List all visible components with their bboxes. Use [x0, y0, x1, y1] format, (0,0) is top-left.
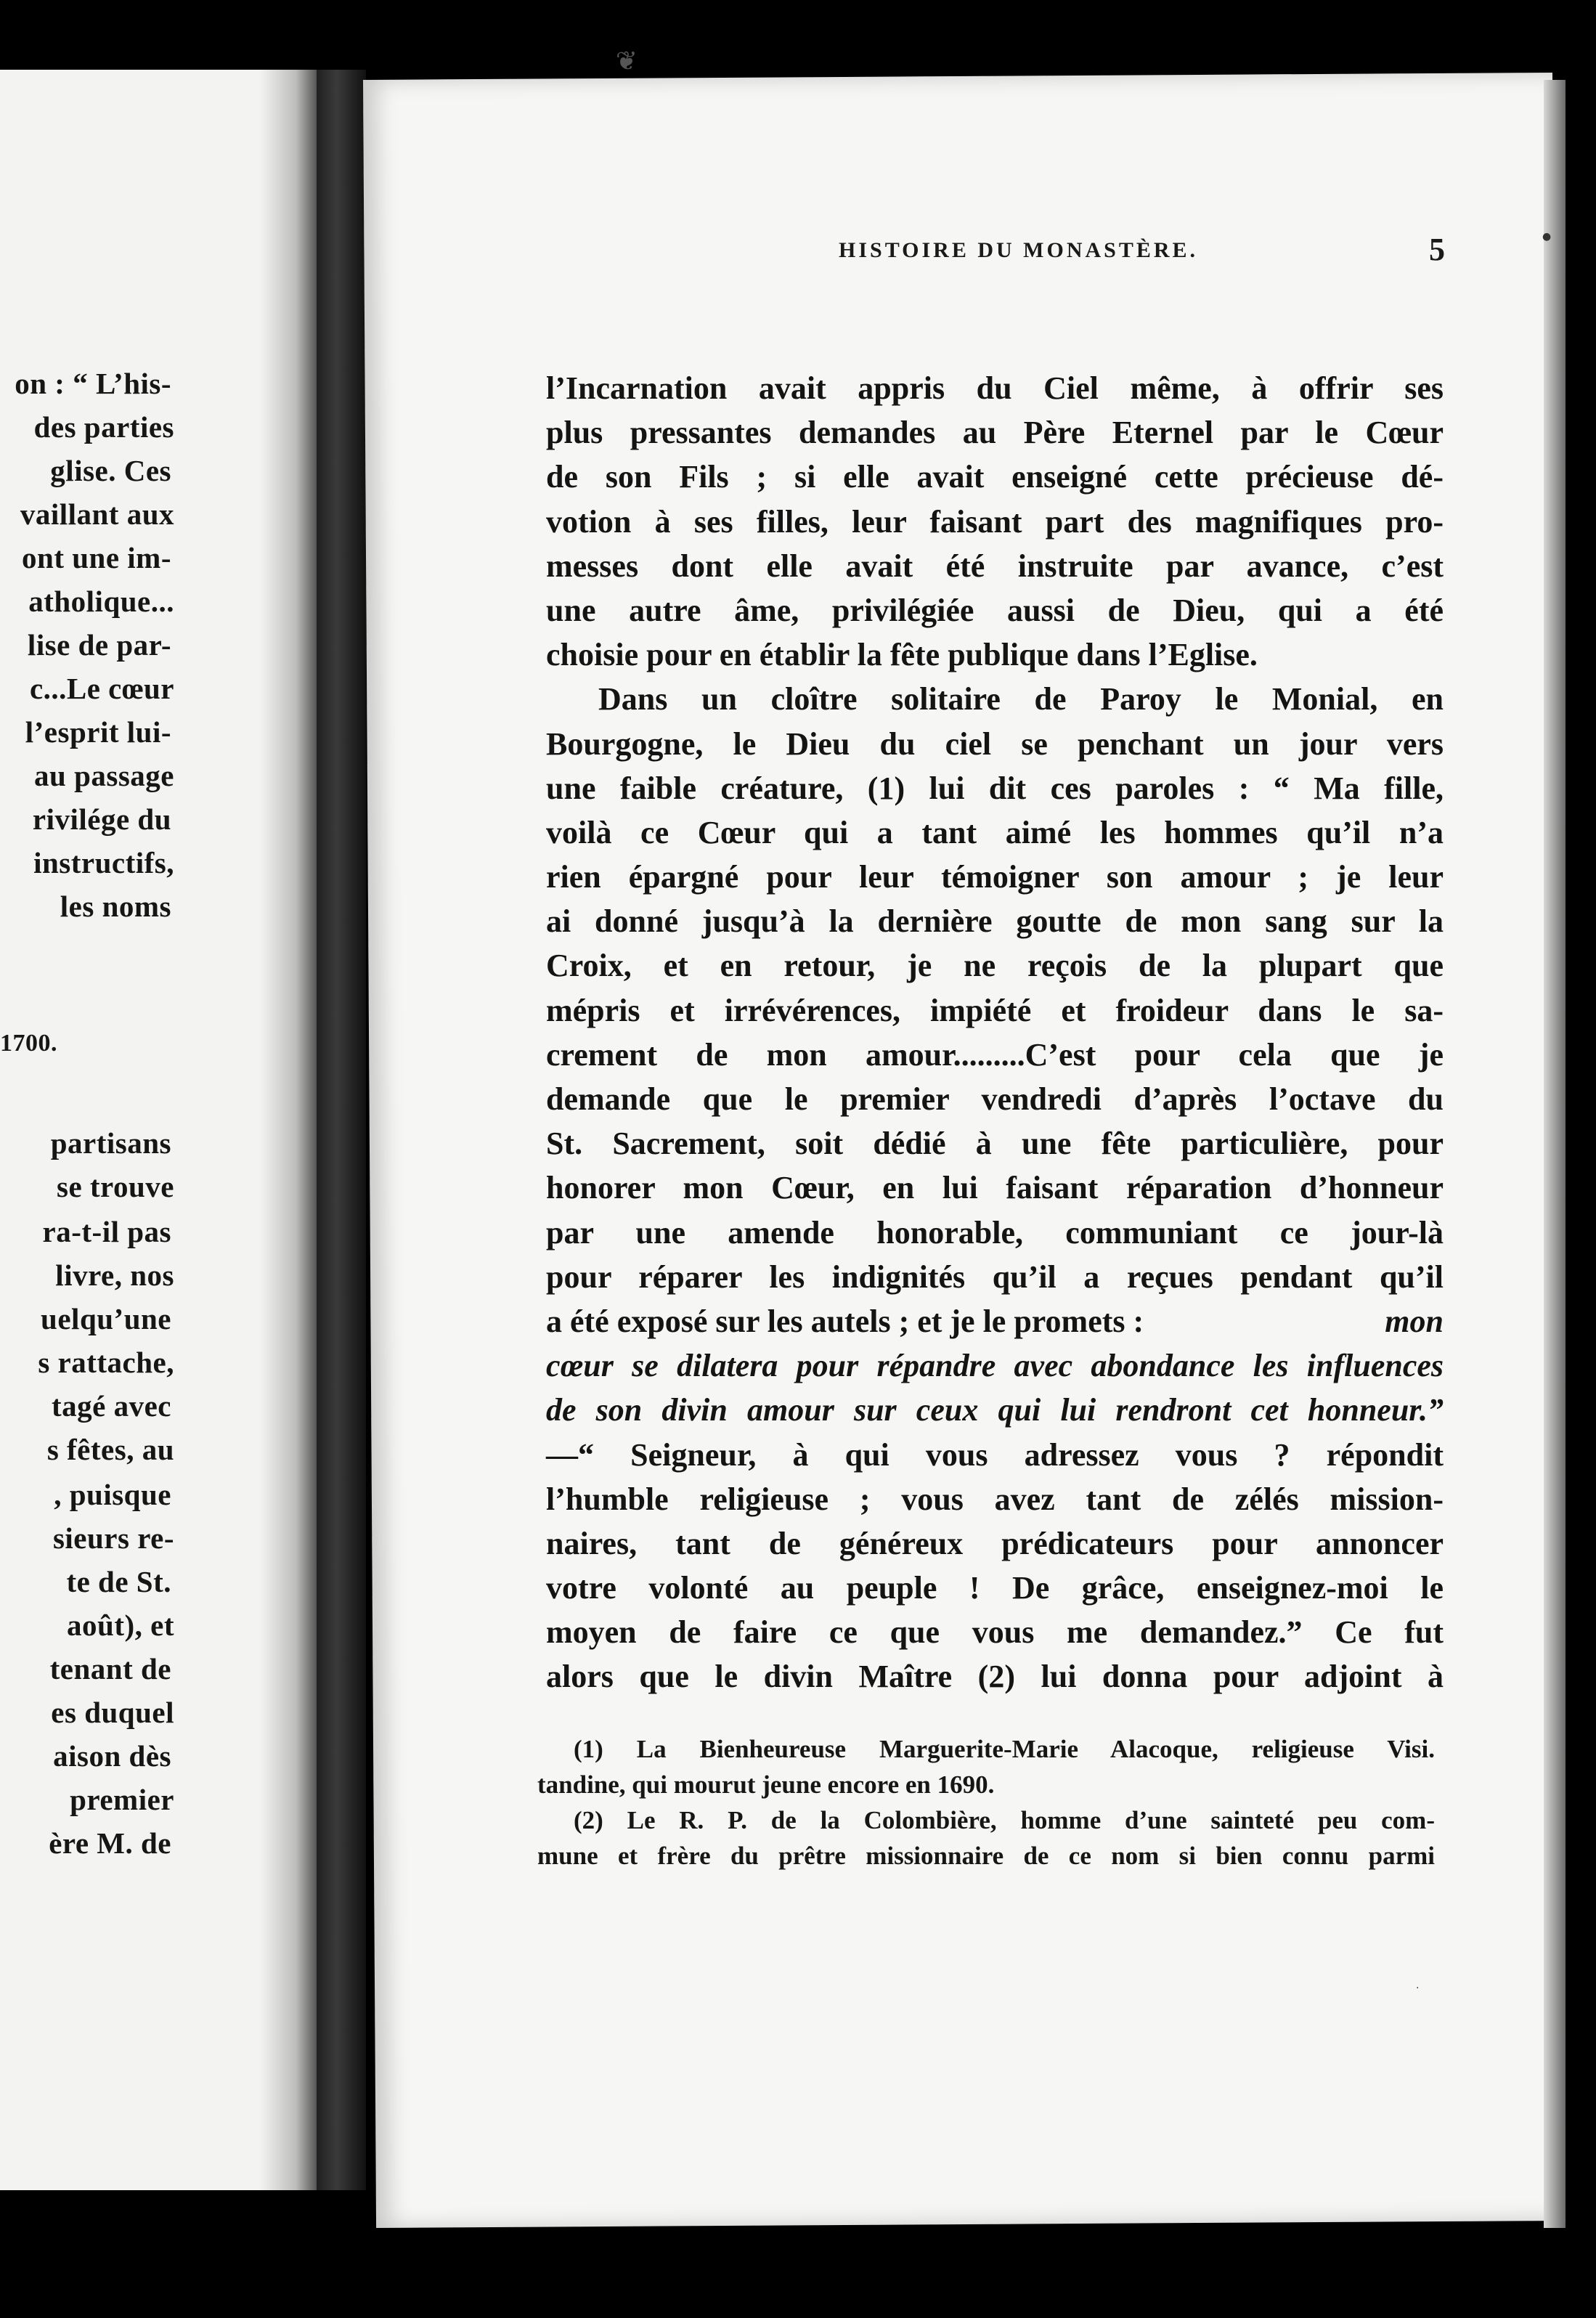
left-page-line: sieurs re-: [52, 1521, 174, 1555]
left-page-line: rivilége du: [32, 802, 171, 836]
body-text: [546, 366, 1444, 1699]
left-page-line: au passage: [34, 759, 174, 792]
body-line-italic-part: mon: [1385, 1303, 1444, 1339]
body-line: votion à ses filles, leur faisant part des magnifiques pro-: [546, 503, 1444, 540]
footnote-line: (2) Le R. P. de la Colombière, homme d’une sainteté peu com-: [574, 1806, 1435, 1834]
left-page-line: te de St.: [66, 1565, 171, 1598]
page-edge-shadow: [1544, 80, 1566, 2228]
left-page-line: instructifs,: [33, 846, 174, 879]
body-line: Dans un cloître solitaire de Paroy le Monial, en: [598, 681, 1444, 717]
left-page-line: ont une im-: [22, 541, 171, 574]
body-line: une faible créature, (1) lui dit ces paroles : “ Ma fille,: [546, 770, 1444, 806]
left-page-line: ra-t-il pas: [42, 1215, 171, 1248]
page-number: 5: [1429, 232, 1445, 267]
body-line: crement de mon amour.........C’est pour cela que je: [546, 1036, 1444, 1073]
left-page-line: , puisque: [54, 1478, 171, 1511]
left-page-line: août), et: [67, 1609, 174, 1642]
left-page-line: c...Le cœur: [29, 672, 174, 705]
footnote-line: (1) La Bienheureuse Marguerite-Marie Alacoque, religieuse Visi.: [574, 1735, 1435, 1763]
body-line: l’Incarnation avait appris du Ciel même, à offrir ses: [546, 370, 1444, 406]
body-line: ai donné jusqu’à la dernière goutte de mon sang sur la: [546, 903, 1444, 940]
body-line: rien épargné pour leur témoigner son amour ; je leur: [546, 859, 1444, 895]
left-page-line: partisans: [50, 1126, 171, 1160]
book-spine: [317, 70, 366, 2190]
body-line: mépris et irrévérences, impiété et froideur dans le sa-: [546, 992, 1444, 1028]
body-line-italic: cœur se dilatera pour répandre avec abondance les influences: [546, 1348, 1444, 1384]
body-line: —“ Seigneur, à qui vous adressez vous ? répondit: [546, 1436, 1444, 1473]
page-header: [472, 231, 1445, 274]
body-line: demande que le premier vendredi d’après l’octave du: [546, 1081, 1444, 1117]
left-page-line: uelqu’une: [41, 1302, 171, 1335]
body-line: honorer mon Cœur, en lui faisant réparation d’honneur: [546, 1170, 1444, 1206]
left-page-line: atholique...: [28, 585, 174, 618]
left-page-line: es duquel: [51, 1696, 174, 1729]
left-page-line: glise. Ces: [50, 454, 171, 487]
left-page-line: des parties: [33, 410, 174, 444]
body-line: pour réparer les indignités qu’il a reçues pendant qu’il: [546, 1258, 1444, 1295]
footnotes: [537, 1731, 1435, 1874]
body-line: St. Sacrement, soit dédié à une fête particulière, pour: [546, 1126, 1444, 1162]
paper-speck: ●: [1542, 231, 1552, 243]
footnote-line: tandine, qui mourut jeune encore en 1690.: [537, 1770, 995, 1799]
body-line: alors que le divin Maître (2) lui donna pour adjoint à: [546, 1659, 1444, 1695]
left-page-line: tenant de: [49, 1652, 171, 1685]
left-page-line: premier: [70, 1783, 174, 1816]
body-line: Bourgogne, le Dieu du ciel se penchant un jour vers: [546, 725, 1444, 762]
body-line: moyen de faire ce que vous me demandez.” Ce fut: [546, 1614, 1444, 1651]
left-page-line: on : “ L’his-: [15, 367, 171, 400]
running-title: HISTOIRE DU MONASTÈRE.: [839, 238, 1199, 262]
left-page-line: vaillant aux: [20, 497, 174, 531]
body-line: votre volonté au peuple ! De grâce, enseignez-moi le: [546, 1570, 1444, 1606]
body-line: l’humble religieuse ; vous avez tant de zélés mission-: [546, 1481, 1444, 1517]
body-line: Croix, et en retour, je ne reçois de la plupart que: [546, 948, 1444, 984]
binding-mark: ❦: [615, 46, 638, 76]
left-page-line: s rattache,: [38, 1346, 174, 1379]
left-page-line: livre, nos: [55, 1258, 174, 1292]
body-line: voilà ce Cœur qui a tant aimé les hommes qu’il n’a: [546, 814, 1444, 850]
body-line: plus pressantes demandes au Père Eternel par le Cœur: [546, 415, 1444, 451]
body-line-roman-part: a été exposé sur les autels ; et je le promets :: [546, 1303, 1144, 1339]
body-line-with-italic: [546, 1299, 1444, 1343]
left-page-line: tagé avec: [52, 1389, 171, 1423]
footnote-line: mune et frère du prêtre missionnaire de ce nom si bien connu parmi: [537, 1842, 1435, 1870]
left-page-gutter-shadow: [260, 70, 325, 2190]
left-page-line: 1700.: [0, 1030, 57, 1057]
body-line: une autre âme, privilégiée aussi de Dieu, qui a été: [546, 592, 1444, 628]
left-page-line: s fêtes, au: [46, 1433, 174, 1466]
left-page-line: l’esprit lui-: [25, 715, 171, 749]
body-line: de son Fils ; si elle avait enseigné cette précieuse dé-: [546, 459, 1444, 495]
body-line-italic: de son divin amour sur ceux qui lui rendront cet honneur.”: [546, 1392, 1444, 1428]
body-line: messes dont elle avait été instruite par avance, c’est: [546, 548, 1444, 584]
left-page-line: aison dès: [53, 1739, 171, 1773]
body-line: naires, tant de généreux prédicateurs pour annoncer: [546, 1525, 1444, 1561]
paper-speck: ·: [1416, 1982, 1420, 1994]
left-page-line: lise de par-: [27, 628, 171, 662]
left-page-line: les noms: [60, 890, 171, 923]
left-page-line: se trouve: [56, 1170, 174, 1203]
body-line: par une amende honorable, communiant ce jour-là: [546, 1214, 1444, 1250]
left-page-line: ère M. de: [49, 1826, 171, 1860]
body-line: choisie pour en établir la fête publique dans l’Eglise.: [546, 637, 1258, 673]
